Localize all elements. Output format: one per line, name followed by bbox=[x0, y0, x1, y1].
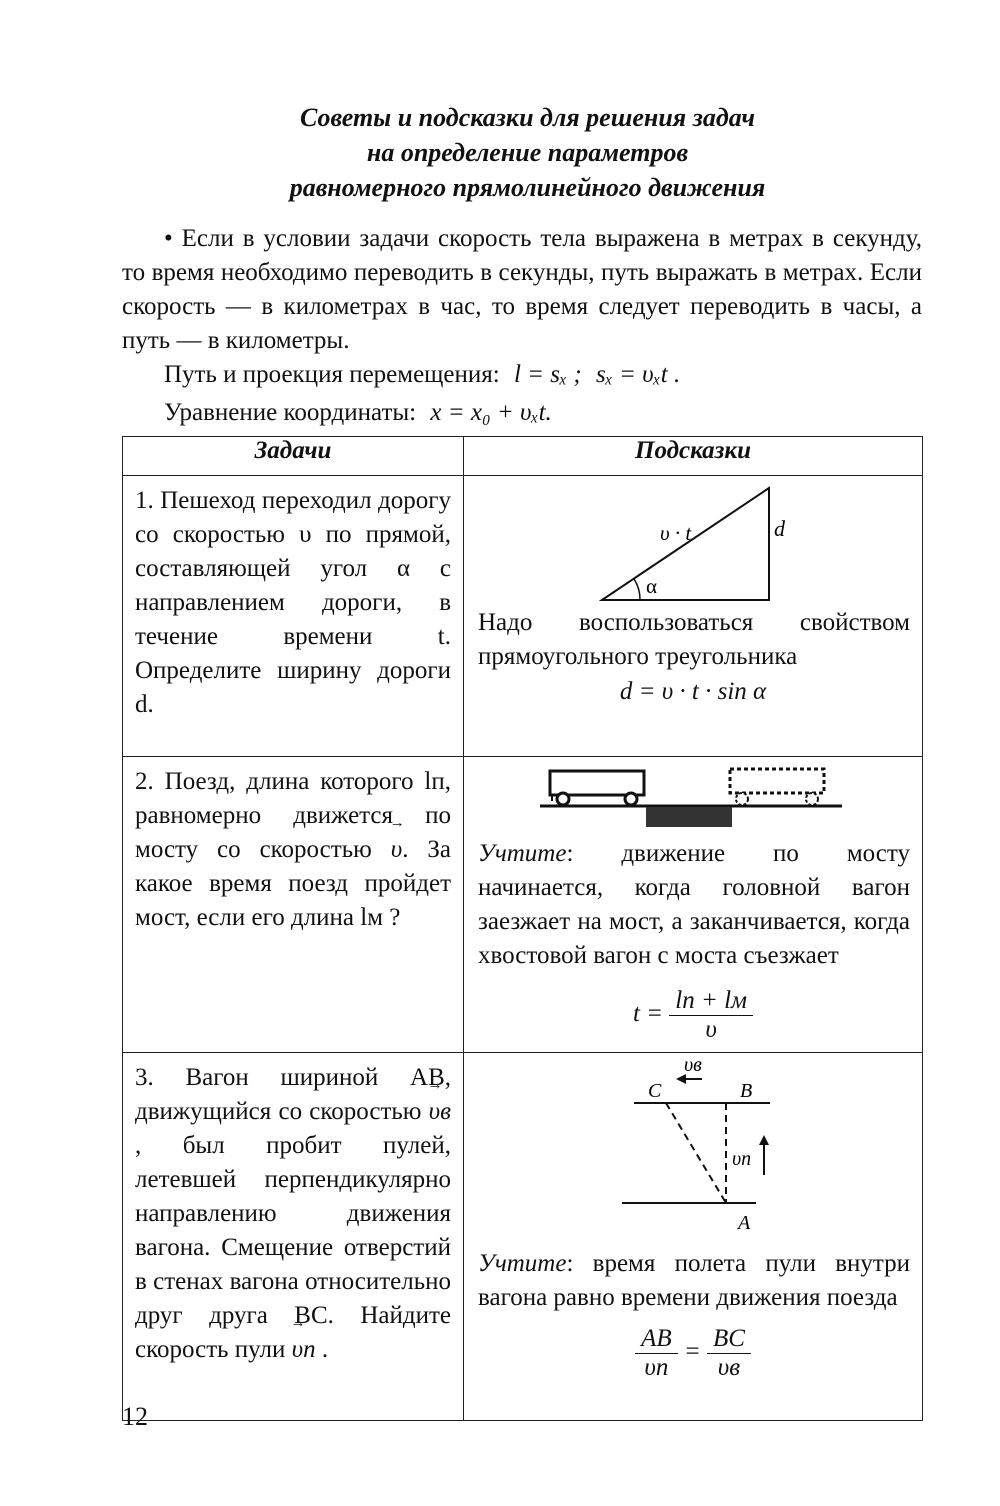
hint-1-text: Надо воспользоваться свойством прямоугольного треугольника bbox=[478, 609, 910, 670]
wheel-icon bbox=[625, 793, 637, 805]
point-c-label: C bbox=[648, 1080, 662, 1102]
hint-1-formula: d = υ · t · sin α bbox=[619, 678, 767, 705]
hint-cell-1 bbox=[464, 476, 923, 757]
fraction-denominator: υп bbox=[644, 1354, 669, 1381]
task-cell-1 bbox=[123, 476, 464, 757]
train-bridge-diagram bbox=[464, 757, 924, 827]
bullet-wagon-diagram bbox=[464, 1053, 924, 1243]
task-3-text bbox=[123, 1053, 463, 1367]
arrow-up-icon bbox=[759, 1135, 769, 1145]
task-2-part-b: . За какое время поезд пройдет мост, если его длина lм ? bbox=[135, 836, 451, 931]
coord-formula-line bbox=[164, 396, 552, 430]
angle-arc bbox=[634, 579, 640, 600]
path-formula-2: sₓ = υₓt . bbox=[595, 361, 681, 388]
task-3-part-b: , был пробит пулей, летевшей перпендикулярно направлению движения вагона. Смещение отверстий в стенах вагона относительно друг друга BC. Найдите скорость пули bbox=[135, 1132, 451, 1363]
task-cell-3 bbox=[123, 1053, 464, 1421]
title-line-3: равномерного прямолинейного движения bbox=[289, 173, 766, 202]
task-1-text: 1. Пешеход переходил дорогу со скоростью υ по прямой, составляющей угол α с направлением дороги, в течение времени t. Определите ширину дороги d. bbox=[135, 487, 451, 718]
bridge bbox=[646, 807, 732, 827]
wheel-icon bbox=[736, 793, 748, 805]
bullet-path bbox=[666, 1103, 726, 1203]
intro-text: • Если в условии задачи скорость тела выражена в метрах в секунду, то время необходимо переводить в секунды, путь выражать в метрах. Если скорость — в километрах в час, то время следует переводить в часы, а путь — в километры. bbox=[122, 225, 922, 354]
fraction-numerator: AB bbox=[635, 1325, 678, 1354]
title-line-2: на определение параметров bbox=[366, 138, 689, 167]
fraction-numerator: BC bbox=[707, 1325, 751, 1354]
fraction-denominator: υв bbox=[717, 1354, 741, 1381]
wagon-velocity-symbol: → υв bbox=[429, 1095, 451, 1129]
hyp-label: υ · t bbox=[660, 521, 692, 545]
side-label: d bbox=[774, 516, 785, 541]
header-tasks: Задачи bbox=[123, 437, 464, 476]
hint-3-lead: Учтите bbox=[478, 1250, 567, 1277]
angle-label: α bbox=[646, 574, 658, 598]
train-car bbox=[550, 771, 644, 795]
formula-fraction-left bbox=[635, 1325, 678, 1382]
hint-3-formula bbox=[464, 1325, 922, 1382]
task-2-part-a: 2. Поезд, длина которого lп, равномерно движется по мосту со скоростью bbox=[135, 768, 451, 863]
hint-2-text bbox=[464, 837, 922, 973]
path-label: Путь и проекция перемещения: bbox=[164, 361, 500, 388]
hint-cell-2 bbox=[464, 757, 923, 1053]
wheel-icon bbox=[557, 793, 569, 805]
coord-label: Уравнение координаты: bbox=[164, 399, 417, 426]
table-row bbox=[123, 757, 923, 1053]
hint-2-formula bbox=[464, 987, 922, 1044]
wagon-velocity-label: υв bbox=[684, 1054, 702, 1076]
hint-2-body: : движение по мосту начинается, когда головной вагон заезжает на мост, а заканчивается, когда хвостовой вагон с моста съезжает bbox=[478, 840, 910, 969]
hint-cell-3 bbox=[464, 1053, 923, 1421]
point-b-label: B bbox=[740, 1080, 753, 1102]
tasks-table bbox=[122, 436, 923, 1421]
header-hints: Подсказки bbox=[464, 437, 923, 476]
hint-3-body: : время полета пули внутри вагона равно времени движения поезда bbox=[478, 1250, 910, 1311]
intro-paragraph bbox=[122, 222, 922, 358]
velocity-vector-symbol: → υ bbox=[391, 833, 402, 867]
triangle-diagram bbox=[464, 476, 924, 606]
formula-equals: = bbox=[683, 1338, 701, 1366]
train-car-ghost bbox=[730, 769, 824, 793]
page-number: 12 bbox=[122, 1402, 148, 1431]
title-line-1: Советы и подсказки для решения задач bbox=[299, 103, 756, 132]
wheel-icon bbox=[806, 793, 818, 805]
fraction-numerator: lп + lм bbox=[669, 987, 753, 1016]
task-3-part-a: 3. Вагон шириной AB, движущийся со скоростью bbox=[135, 1064, 451, 1125]
formula-lhs: t = bbox=[632, 1000, 664, 1028]
task-cell-2 bbox=[123, 757, 464, 1053]
point-a-label: A bbox=[738, 1212, 751, 1234]
coord-formula: x = x₀ + υₓt. bbox=[430, 399, 552, 426]
section-title bbox=[0, 100, 1000, 205]
formula-fraction-right bbox=[707, 1325, 751, 1382]
path-formula-1: l = sₓ ; bbox=[513, 361, 582, 388]
table-row bbox=[123, 476, 923, 757]
hint-2-lead: Учтите bbox=[478, 840, 567, 867]
hint-3-text bbox=[464, 1247, 922, 1315]
fraction-denominator: υ bbox=[705, 1016, 717, 1043]
bullet-velocity-symbol: → υп bbox=[292, 1333, 316, 1367]
task-3-part-c: . bbox=[321, 1336, 329, 1363]
bullet-velocity-label: υп bbox=[732, 1148, 752, 1170]
table-row bbox=[123, 1053, 923, 1421]
formula-fraction bbox=[669, 987, 753, 1044]
path-formula-line bbox=[164, 358, 680, 392]
task-2-text bbox=[123, 757, 463, 935]
table-header-row bbox=[123, 437, 923, 476]
